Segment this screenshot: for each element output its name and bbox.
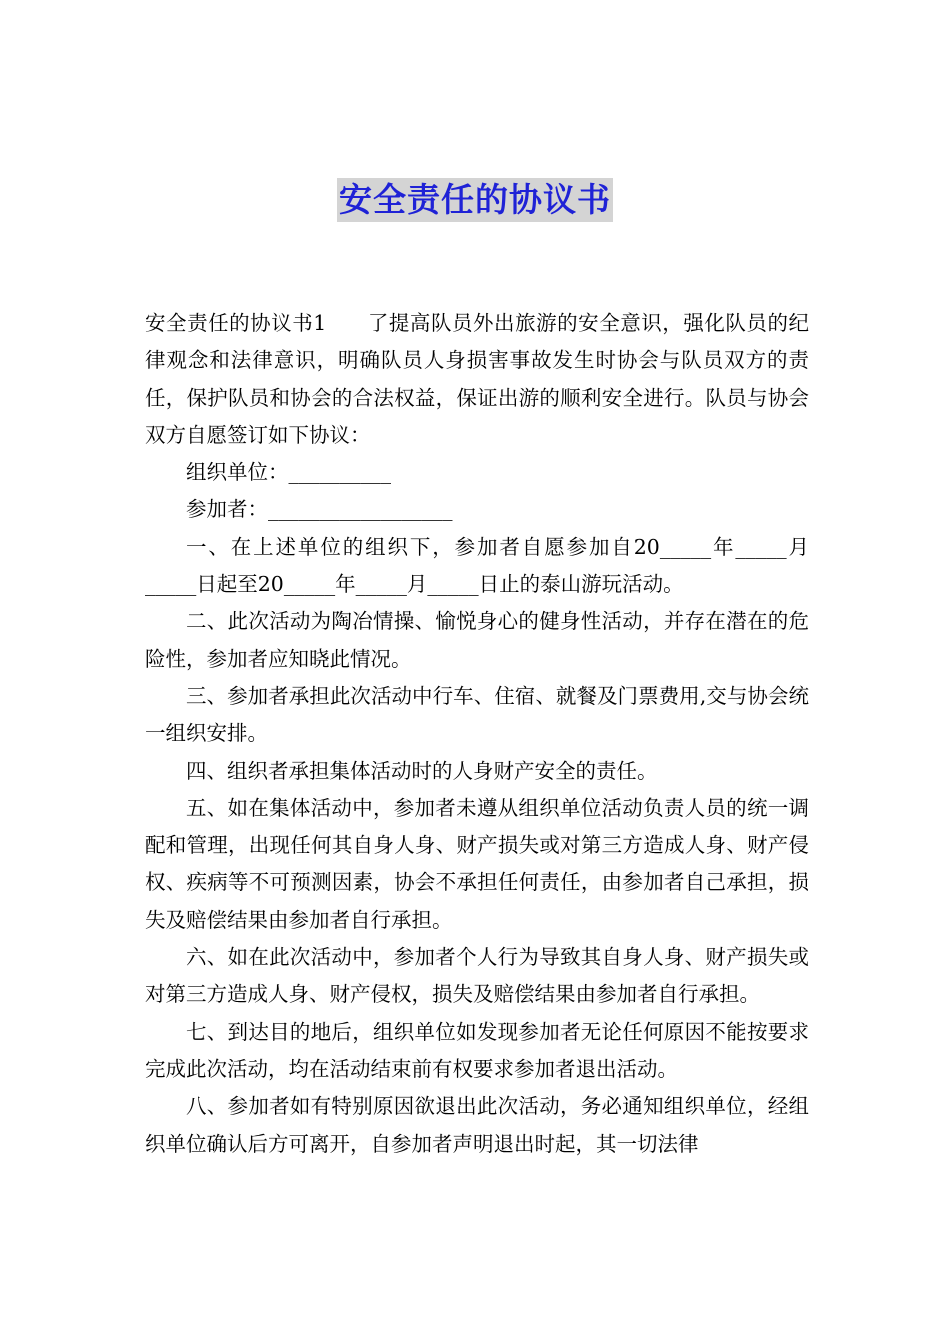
clause-1: 一、在上述单位的组织下，参加者自愿参加自20_____年_____月_____日起至20_____年_____月_____日止的泰山游玩活动。 xyxy=(145,534,809,597)
organizer-field: 组织单位：__________ xyxy=(186,460,391,485)
clause-4: 四、组织者承担集体活动时的人身财产安全的责任。 xyxy=(186,758,658,783)
intro-text: 了提高队员外出旅游的安全意识，强化队员的纪律观念和法律意识，明确队员人身损害事故发生时协会与队员双方的责任，保护队员和协会的合法权益，保证出游的顺利安全进行。队员与协会双方自愿签订如下协议： xyxy=(145,311,810,447)
clause-3: 三、参加者承担此次活动中行车、住宿、就餐及门票费用,交与协会统一组织安排。 xyxy=(145,683,809,746)
participant-field: 参加者：__________________ xyxy=(186,497,453,522)
intro-paragraph xyxy=(145,305,809,454)
clause-6: 六、如在此次活动中，参加者个人行为导致其自身人身、财产损失或对第三方造成人身、财产侵权，损失及赔偿结果由参加者自行承担。 xyxy=(145,945,809,1007)
clause-5: 五、如在集体活动中，参加者未遵从组织单位活动负责人员的统一调配和管理，出现任何其自身人身、财产损失或对第三方造成人身、财产侵权、疾病等不可预测因素，协会不承担任何责任，由参加者自己承担，损失及赔偿结果由参加者自行承担。 xyxy=(145,795,809,932)
intro-heading: 安全责任的协议书1 xyxy=(145,311,327,335)
document-title-text: 安全责任的协议书 xyxy=(337,178,613,222)
document-title xyxy=(0,178,950,222)
clause-8: 八、参加者如有特别原因欲退出此次活动，务必通知组织单位，经组织单位确认后方可离开，自参加者声明退出时起，其一切法律 xyxy=(145,1094,809,1156)
clause-2: 二、此次活动为陶冶情操、愉悦身心的健身性活动，并存在潜在的危险性，参加者应知晓此情况。 xyxy=(145,609,809,671)
document-body xyxy=(145,305,809,1163)
clause-7: 七、到达目的地后，组织单位如发现参加者无论任何原因不能按要求完成此次活动，均在活动结束前有权要求参加者退出活动。 xyxy=(145,1019,809,1081)
